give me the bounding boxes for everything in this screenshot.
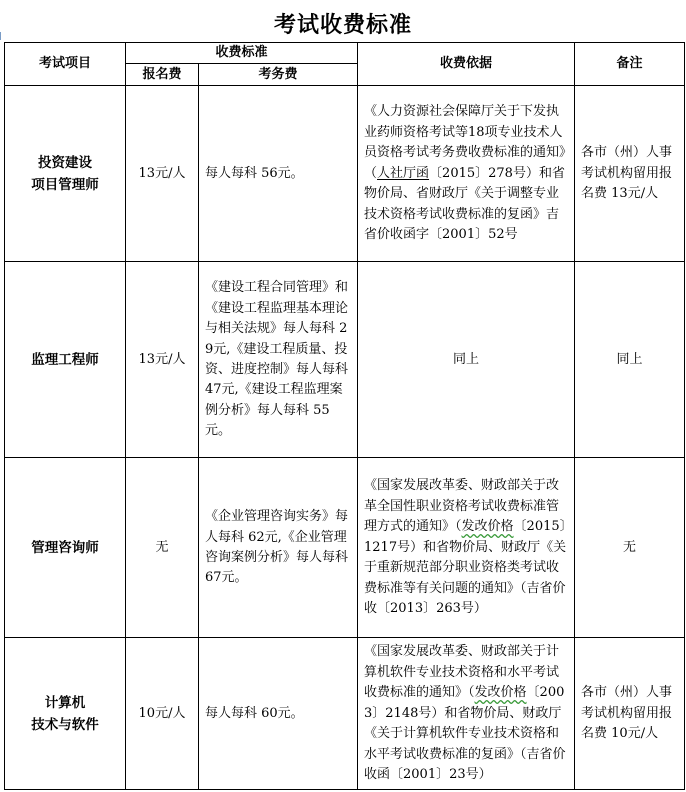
project-name-cell — [5, 262, 126, 458]
project-name-line1: 监理工程师 — [31, 351, 99, 368]
table-row — [5, 458, 685, 638]
basis-text: 《人力资源社会保障厅关于下发执业药师资格考试等18项专业技术人员资格考试考务费收费标准的通知》（ — [364, 104, 566, 181]
project-name-line1: 投资建设 — [38, 154, 92, 171]
header-remarks: 备注 — [575, 43, 685, 86]
exam-fee-cell: 《建设工程合同管理》和《建设工程监理基本理论与相关法规》每人每科 29元,《建设工程质量、投资、进度控制》每人每科 47元,《建设工程监理案例分析》每人每科 55元。 — [199, 262, 358, 458]
header-exam-fee: 考务费 — [199, 64, 358, 86]
basis-text-cont: 〔2003〕2148号）和省物价局、财政厅《关于计算机软件专业技术资格和水平考试收费标准的复函》（吉省价收函〔2001〕23号） — [364, 685, 566, 782]
basis-cell — [358, 638, 575, 790]
table-row — [5, 262, 685, 458]
header-basis: 收费依据 — [358, 43, 575, 86]
basis-doc-ref: 发改价格 — [474, 685, 527, 701]
project-name-line2: 技术与软件 — [31, 716, 99, 733]
remarks-cell: 同上 — [575, 262, 685, 458]
header-fee-standard: 收费标准 — [126, 43, 358, 64]
project-name-line1: 管理咨询师 — [31, 539, 99, 556]
basis-cell: 同上 — [358, 262, 575, 458]
basis-text: 《国家发展改革委、财政部关于改革全国性职业资格考试收费标准管理方式的通知》（ — [364, 478, 560, 535]
basis-text-cont: 〔2015〕278号）和省物价局、省财政厅《关于调整专业技术资格考试收费标准的复函》吉省价收函字〔2001〕52号 — [364, 165, 565, 242]
registration-fee-cell: 无 — [126, 458, 199, 638]
basis-doc-ref: 人社厅函 — [377, 165, 430, 181]
corner-mark — [0, 32, 4, 40]
registration-fee-cell: 10元/人 — [126, 638, 199, 790]
registration-fee-cell: 13元/人 — [126, 86, 199, 262]
basis-cell — [358, 86, 575, 262]
remarks-cell: 各市（州）人事考试机构留用报名费 13元/人 — [575, 86, 685, 262]
table-row — [5, 638, 685, 790]
fee-table — [4, 42, 685, 790]
exam-fee-cell: 每人每科 60元。 — [199, 638, 358, 790]
header-project: 考试项目 — [5, 43, 126, 86]
header-registration-fee: 报名费 — [126, 64, 199, 86]
project-name-cell — [5, 86, 126, 262]
table-row — [5, 86, 685, 262]
registration-fee-cell: 13元/人 — [126, 262, 199, 458]
basis-text-cont: 〔2015〕1217号）和省物价局、财政厅《关于重新规范部分职业资格类考试收费标准等有关问题的通知》（吉省价收〔2013〕263号） — [364, 519, 567, 616]
project-name-cell — [5, 638, 126, 790]
basis-doc-ref: 发改价格 — [461, 519, 514, 535]
page-title: 考试收费标准 — [273, 12, 412, 38]
basis-text: 《国家发展改革委、财政部关于计算机软件专业技术资格和水平考试收费标准的通知》（ — [364, 644, 560, 701]
project-name-line1: 计算机 — [44, 694, 86, 711]
header-row-1 — [5, 43, 685, 64]
project-name-line2: 项目管理师 — [31, 176, 99, 193]
remarks-cell: 各市（州）人事考试机构留用报名费 10元/人 — [575, 638, 685, 790]
project-name-cell — [5, 458, 126, 638]
exam-fee-cell: 《企业管理咨询实务》每人每科 62元,《企业管理咨询案例分析》每人每科 67元。 — [199, 458, 358, 638]
exam-fee-cell: 每人每科 56元。 — [199, 86, 358, 262]
basis-cell — [358, 458, 575, 638]
remarks-cell: 无 — [575, 458, 685, 638]
